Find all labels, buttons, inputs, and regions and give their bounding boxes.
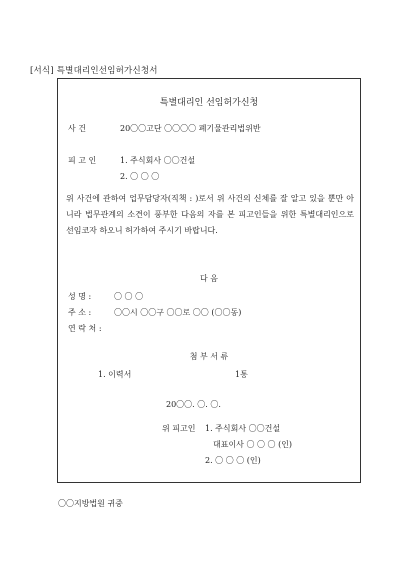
request-body-text: 위 사건에 관하여 업무담당자(직책 : )로서 위 사건의 신체를 잘 알고 있을 뿐만 아니라 법무관계의 소견이 풍부한 다음의 자를 본 피고인들을 위한 특별대리인으로 선임코자 하오니 허가하여 주시기 바랍니다. xyxy=(66,194,354,235)
name-label: 성 명 : xyxy=(68,292,92,301)
defendant-label: 피 고 인 xyxy=(68,156,97,165)
attachment-count: 1통 xyxy=(235,370,248,379)
address-value: 〇〇시 〇〇구 〇〇로 〇〇 (〇〇동) xyxy=(114,308,242,317)
case-label: 사 건 xyxy=(68,124,86,133)
name-value: 〇 〇 〇 xyxy=(114,292,144,301)
form-label: [서식] 특별대리인선임허가신청서 xyxy=(30,66,158,76)
signer-prefix: 위 피고인 xyxy=(162,424,196,433)
defendant-item-2: 2. 〇 〇 〇 xyxy=(120,172,160,181)
attachment-item: 1. 이력서 xyxy=(98,370,132,379)
document-title: 특별대리인 선임허가신청 xyxy=(159,98,259,108)
document-date: 20〇〇. 〇. 〇. xyxy=(166,400,221,409)
address-label: 주 소 : xyxy=(68,308,92,317)
court-addressee: 〇〇지방법원 귀중 xyxy=(58,499,123,508)
contact-label: 연 락 처 : xyxy=(68,324,102,333)
defendant-item-1: 1. 주식회사 〇〇건설 xyxy=(120,156,196,165)
signer-line-2: 대표이사 〇 〇 〇 (인) xyxy=(213,440,293,449)
signer-line-1: 1. 주식회사 〇〇건설 xyxy=(205,424,281,433)
signer-line-3: 2. 〇 〇 〇 (인) xyxy=(205,456,261,465)
attachment-heading: 첨 부 서 류 xyxy=(189,352,229,361)
document-frame xyxy=(57,78,361,483)
next-heading: 다 음 xyxy=(200,274,218,283)
case-value: 20〇〇고단 〇〇〇〇 폐기물관리법위반 xyxy=(120,124,261,133)
